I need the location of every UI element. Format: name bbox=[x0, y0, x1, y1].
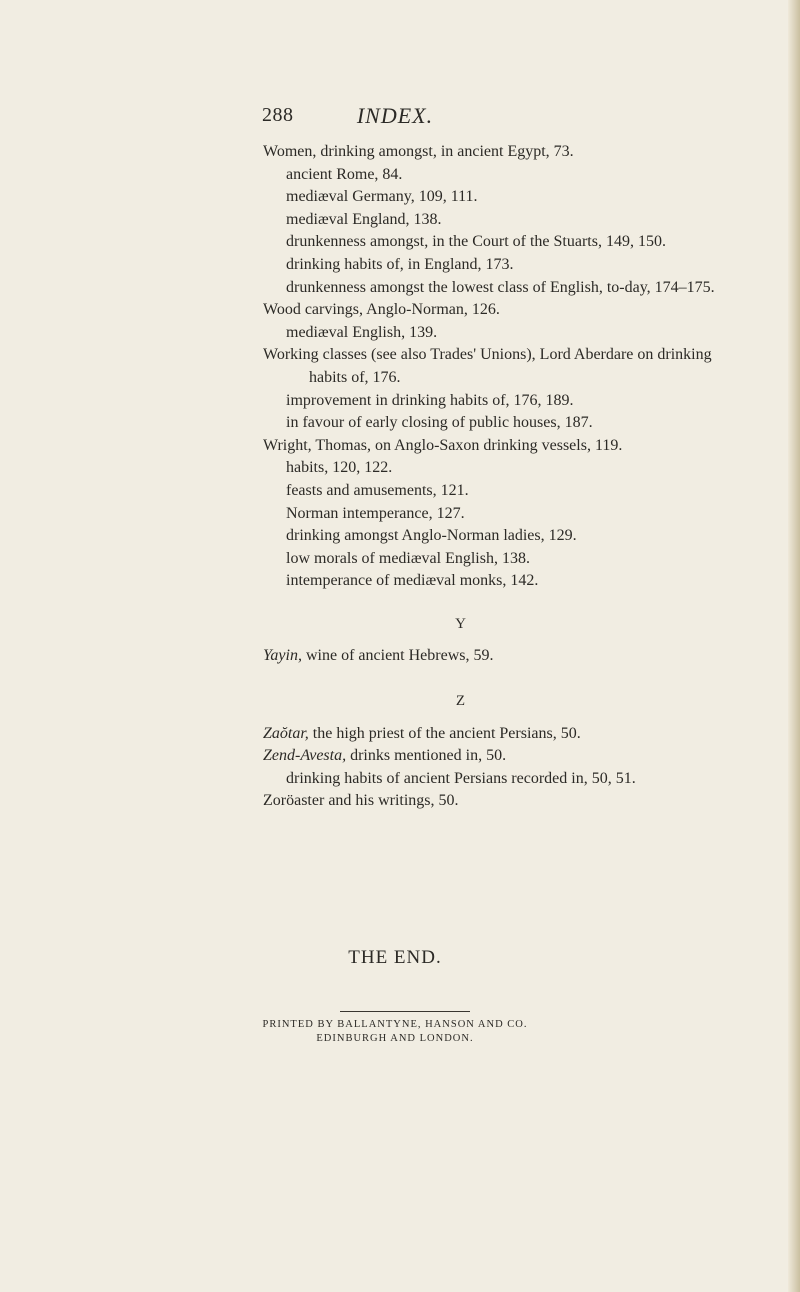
entry-text: drinking amongst Anglo-Norman ladies, 129. bbox=[286, 527, 577, 545]
entry-text: Norman intemperance, 127. bbox=[286, 504, 465, 522]
entry-text: drinking habits of, in England, 173. bbox=[286, 255, 514, 273]
entry-text: Thomas, on Anglo-Saxon drinking vessels, 119. bbox=[311, 436, 623, 454]
entry-text: drunkenness amongst the lowest class of English, to-day, 174–175. bbox=[286, 278, 715, 296]
entry-text: drinking habits of ancient Persians recorded in, 50, 51. bbox=[286, 769, 636, 787]
index-entry bbox=[263, 367, 788, 390]
printer-imprint bbox=[0, 1018, 790, 1046]
index-entries-w bbox=[263, 141, 788, 593]
index-entry bbox=[263, 745, 788, 768]
entry-text: habits of, 176. bbox=[309, 368, 401, 386]
index-entry bbox=[263, 254, 788, 277]
index-entries-y bbox=[263, 645, 788, 668]
imprint-rule bbox=[340, 1011, 470, 1012]
page-number: 288 bbox=[262, 104, 294, 126]
imprint-line-2: EDINBURGH AND LONDON. bbox=[316, 1033, 474, 1044]
index-entry bbox=[263, 457, 788, 480]
entry-text: mediæval England, 138. bbox=[286, 210, 442, 228]
entry-heading: Zend-Avesta, bbox=[263, 747, 347, 765]
index-entry bbox=[263, 570, 788, 593]
the-end-heading: THE END. bbox=[348, 947, 442, 968]
index-entry bbox=[263, 231, 788, 254]
section-letter-z: Z bbox=[455, 693, 466, 710]
index-entry bbox=[263, 723, 788, 746]
entry-text: and his writings, 50. bbox=[324, 792, 459, 810]
entry-heading: Working bbox=[263, 346, 319, 364]
index-entry bbox=[263, 164, 788, 187]
entry-text: mediæval English, 139. bbox=[286, 323, 438, 341]
index-entry bbox=[263, 503, 788, 526]
index-entry bbox=[263, 209, 788, 232]
entry-text: drinking amongst, in ancient Egypt, 73. bbox=[316, 143, 574, 160]
index-entry bbox=[263, 645, 788, 668]
entry-text: drinks mentioned in, 50. bbox=[346, 747, 507, 765]
entry-text: low morals of mediæval English, 138. bbox=[286, 549, 530, 567]
entry-heading: Women, bbox=[263, 143, 317, 160]
index-entries-z bbox=[263, 723, 788, 813]
index-entry bbox=[263, 548, 788, 571]
imprint-line-1: PRINTED BY BALLANTYNE, HANSON AND CO. bbox=[262, 1019, 528, 1030]
entry-heading: Zoröaster bbox=[263, 792, 325, 810]
entry-heading: Wright, bbox=[263, 436, 312, 454]
entry-text: the high priest of the ancient Persians, 50. bbox=[308, 724, 581, 742]
entry-text: ancient Rome, 84. bbox=[286, 165, 403, 183]
index-entry bbox=[263, 435, 788, 458]
index-entry bbox=[263, 790, 788, 813]
running-head-title: INDEX. bbox=[356, 103, 434, 128]
entry-text: intemperance of mediæval monks, 142. bbox=[286, 572, 539, 590]
entry-heading: Wood bbox=[263, 301, 301, 319]
entry-heading: Yayin, bbox=[263, 647, 302, 665]
entry-text: classes (see also Trades' Unions), Lord Aberdare on drinking bbox=[318, 346, 712, 364]
entry-text: feasts and amusements, 121. bbox=[286, 481, 469, 499]
index-entry bbox=[263, 525, 788, 548]
entry-text: habits, 120, 122. bbox=[286, 459, 393, 477]
entry-text: in favour of early closing of public houses, 187. bbox=[286, 414, 593, 432]
index-entry bbox=[263, 186, 788, 209]
entry-text: drunkenness amongst, in the Court of the Stuarts, 149, 150. bbox=[286, 233, 666, 251]
entry-text: carvings, Anglo-Norman, 126. bbox=[300, 301, 500, 319]
index-entry bbox=[263, 768, 788, 791]
index-entry bbox=[263, 322, 788, 345]
entry-text: mediæval Germany, 109, 111. bbox=[286, 188, 478, 206]
index-entry bbox=[263, 480, 788, 503]
index-entry bbox=[263, 299, 788, 322]
entry-text: wine of ancient Hebrews, 59. bbox=[301, 647, 494, 665]
index-entry bbox=[263, 277, 788, 300]
index-entry bbox=[263, 412, 788, 435]
index-entry bbox=[263, 390, 788, 413]
entry-text: improvement in drinking habits of, 176, 189. bbox=[286, 391, 574, 409]
index-entry bbox=[263, 141, 788, 164]
index-list bbox=[263, 141, 788, 813]
entry-heading: Zaŏtar, bbox=[263, 724, 309, 742]
section-letter-y: Y bbox=[455, 615, 466, 632]
index-entry bbox=[263, 344, 788, 367]
